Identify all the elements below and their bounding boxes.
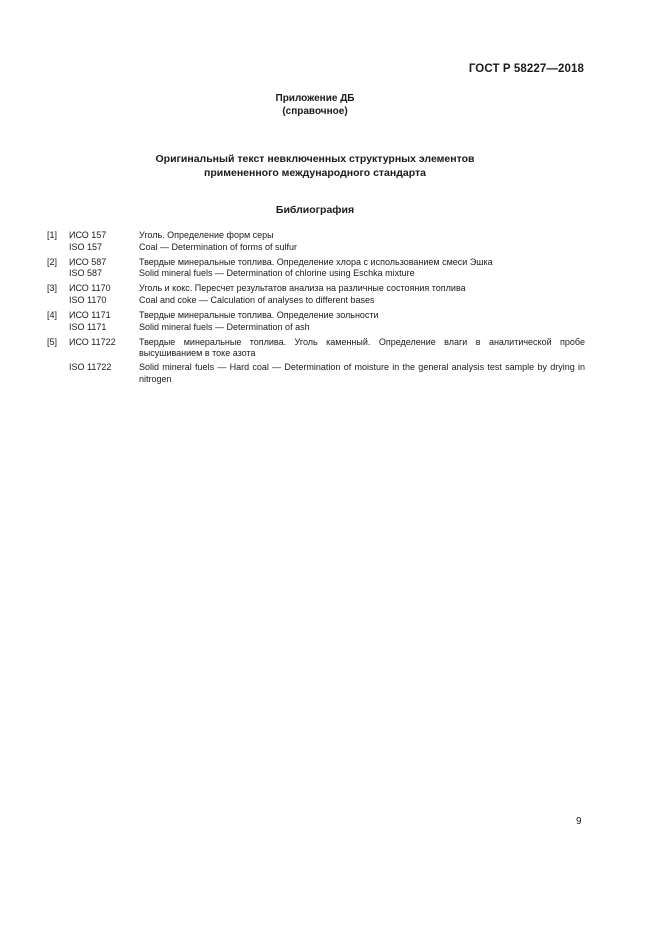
standard-title: Solid mineral fuels — Determination of chlorine using Eschka mixture — [139, 268, 415, 279]
standard-code: ISO 1171 — [69, 321, 107, 332]
standard-code: ИСО 587 — [69, 256, 107, 267]
bibliography-entry-2 — [47, 257, 585, 280]
standard-title: Solid mineral fuels — Determination of ash — [139, 321, 310, 332]
entry-number: [2] — [47, 256, 58, 267]
appendix-type: (справочное) — [282, 106, 348, 117]
section-subtitle — [0, 152, 630, 180]
standard-designation: ГОСТ Р 58227—2018 — [468, 63, 584, 75]
standard-code: ISO 587 — [69, 268, 103, 279]
standard-code: ИСО 11722 — [69, 336, 116, 347]
appendix-heading — [0, 92, 630, 118]
entry-row — [47, 310, 585, 322]
standard-title: Уголь и кокс. Пересчет результатов анализа на различные состояния топлива — [139, 283, 466, 294]
standard-code: ИСО 1170 — [69, 283, 111, 294]
standard-title: Твердые минеральные топлива. Определение хлора с использованием смеси Эшка — [139, 256, 493, 267]
bibliography-entry-3 — [47, 283, 585, 306]
standard-title: Coal — Determination of forms of sulfur — [139, 241, 298, 252]
entry-number: [4] — [47, 310, 58, 321]
entry-number: [3] — [47, 283, 58, 294]
entry-number: [5] — [47, 336, 58, 347]
bibliography-entry-1 — [47, 230, 585, 253]
standard-title: Твердые минеральные топлива. Уголь каменный. Определение влаги в аналитической пробе высушиванием в токе азота — [139, 336, 585, 359]
standard-code: ИСО 1171 — [69, 310, 111, 321]
bibliography-entry-4 — [47, 310, 585, 333]
standard-code: ИСО 157 — [69, 230, 107, 240]
standard-title: Coal and coke — Calculation of analyses to different bases — [139, 294, 375, 305]
entry-row — [47, 295, 585, 307]
subtitle-line-1: Оригинальный текст невключенных структурных элементов — [155, 153, 475, 165]
standard-title: Уголь. Определение форм серы — [139, 230, 274, 240]
entry-row — [47, 268, 585, 280]
standard-code: ISO 1170 — [69, 294, 107, 305]
page-number: 9 — [576, 816, 582, 827]
entry-row — [47, 242, 585, 254]
entry-row — [47, 322, 585, 334]
subtitle-line-2: примененного международного стандарта — [204, 167, 426, 179]
entry-row — [47, 257, 585, 269]
standard-title: Твердые минеральные топлива. Определение зольности — [139, 310, 379, 321]
entry-row — [47, 283, 585, 295]
standard-title: Solid mineral fuels — Hard coal — Determination of moisture in the general analysis test sample by drying in nitrogen — [139, 361, 585, 384]
appendix-title: Приложение ДБ — [275, 93, 355, 104]
standard-code: ISO 11722 — [69, 361, 112, 372]
entry-number: [1] — [47, 230, 58, 240]
entry-row — [47, 230, 585, 242]
bibliography-entry-5 — [47, 337, 585, 385]
entry-row — [47, 337, 585, 360]
bibliography-title: Библиография — [275, 204, 355, 216]
bibliography-list — [47, 230, 585, 389]
standard-code: ISO 157 — [69, 241, 103, 252]
entry-row — [47, 362, 585, 385]
